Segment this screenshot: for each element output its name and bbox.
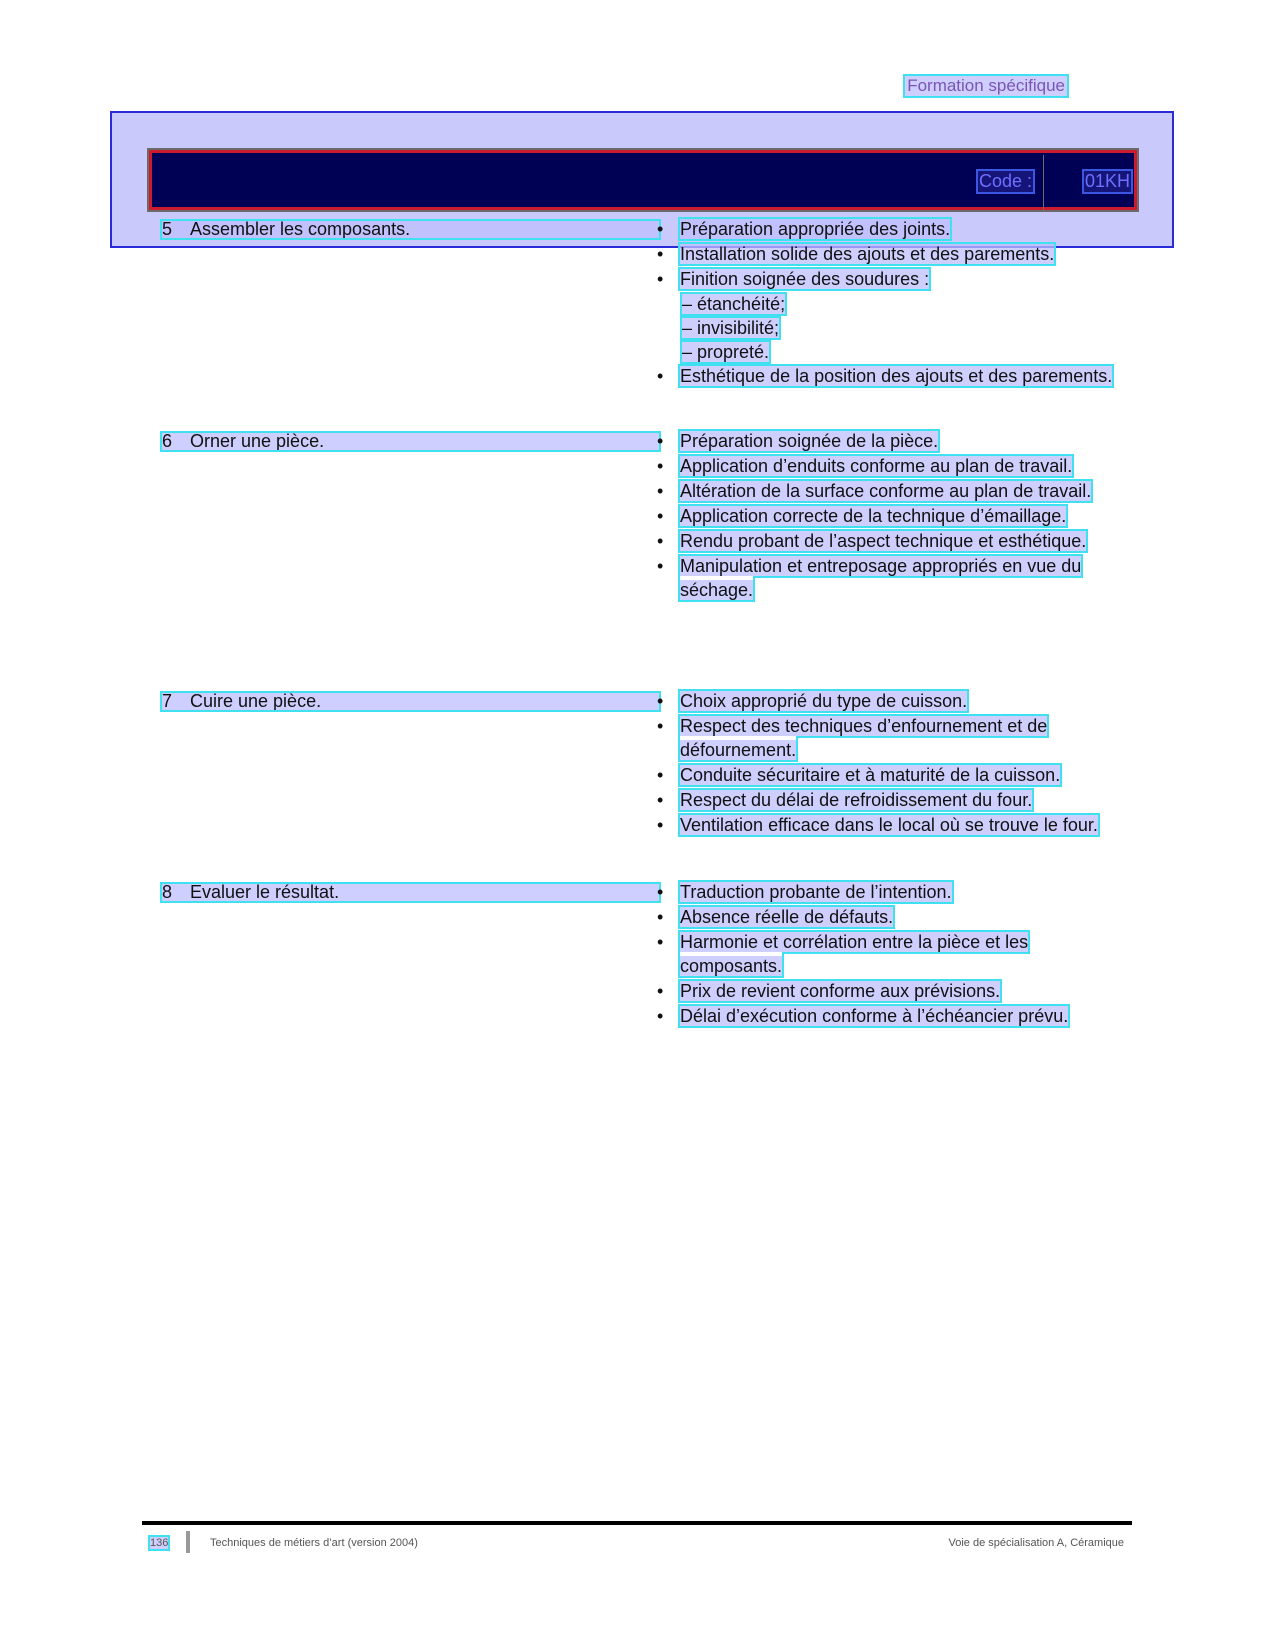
code-label: Code :: [979, 170, 1033, 191]
footer-document-title: Techniques de métiers d’art (version 2004): [210, 1537, 418, 1549]
criterion-text: Conduite sécuritaire et à maturité de la cuisson.: [680, 765, 1061, 785]
bullet-icon: •: [657, 269, 664, 289]
criterion-subitem-text: – étanchéité;: [682, 294, 786, 314]
criterion-subitem: [656, 316, 1126, 340]
step-label: [162, 433, 659, 450]
criterion-item: [656, 689, 1126, 713]
criterion-item: [656, 454, 1126, 478]
criterion-text: Application correcte de la technique d’émaillage.: [680, 506, 1067, 526]
step-number: 5: [162, 219, 173, 239]
criterion-subitem-text: – invisibilité;: [682, 318, 780, 338]
criterion-text: Traduction probante de l’intention.: [680, 882, 952, 902]
criterion-subitem-text: – propreté.: [682, 342, 770, 362]
criterion-text: Rendu probant de l’aspect technique et esthétique.: [680, 531, 1087, 551]
criterion-text: Prix de revient conforme aux prévisions.: [680, 981, 1001, 1001]
page-footer: [150, 1537, 1124, 1549]
competency-code: [978, 170, 1131, 192]
criterion-item: [656, 714, 1126, 762]
criterion-text: Ventilation efficace dans le local où se trouve le four.: [680, 815, 1098, 835]
criterion-text: Respect du délai de refroidissement du four.: [680, 790, 1033, 810]
bullet-icon: •: [657, 765, 664, 785]
bullet-icon: •: [657, 506, 664, 526]
criteria-list: [656, 217, 1126, 389]
step-number: 7: [162, 691, 173, 711]
footer-rule: [142, 1521, 1132, 1525]
step-label: [162, 884, 659, 901]
bullet-icon: •: [657, 531, 664, 551]
footer-track: Voie de spécialisation A, Céramique: [948, 1537, 1124, 1549]
bullet-icon: •: [657, 932, 664, 952]
page-number: 136: [150, 1537, 169, 1549]
criterion-subitem: [656, 340, 1126, 364]
criterion-item: [656, 364, 1126, 388]
bullet-icon: •: [657, 691, 664, 711]
bullet-icon: •: [657, 556, 664, 576]
criterion-subitem: [656, 292, 1126, 316]
criterion-item: [656, 813, 1126, 837]
bullet-icon: •: [657, 366, 664, 386]
step-number: 6: [162, 431, 173, 451]
criterion-item: [656, 504, 1126, 528]
step-number: 8: [162, 882, 173, 902]
criterion-item: [656, 1004, 1126, 1028]
step-label: [162, 221, 659, 238]
criterion-text: Absence réelle de défauts.: [680, 907, 894, 927]
step-text: Assembler les composants.: [190, 219, 411, 239]
footer-separator: [186, 1531, 190, 1553]
code-value: 01KH: [1084, 170, 1130, 191]
bullet-icon: •: [657, 431, 664, 451]
bullet-icon: •: [657, 815, 664, 835]
step-label: [162, 693, 659, 710]
bullet-icon: •: [657, 219, 664, 239]
step-text: Cuire une pièce.: [190, 691, 322, 711]
criterion-item: [656, 788, 1126, 812]
step-text: Orner une pièce.: [190, 431, 325, 451]
criterion-text: Préparation appropriée des joints.: [680, 219, 951, 239]
criteria-list: [656, 429, 1126, 603]
criterion-text: Respect des techniques d’enfournement et de défournement.: [680, 716, 1048, 760]
bullet-icon: •: [657, 907, 664, 927]
criteria-list: [656, 689, 1126, 838]
criterion-text: Choix approprié du type de cuisson.: [680, 691, 968, 711]
criterion-item: [656, 529, 1126, 553]
criterion-text: Manipulation et entreposage appropriés en vue du séchage.: [680, 556, 1082, 600]
criterion-item: [656, 267, 1126, 291]
criterion-item: [656, 930, 1126, 978]
bullet-icon: •: [657, 882, 664, 902]
criterion-item: [656, 479, 1126, 503]
bullet-icon: •: [657, 244, 664, 264]
criterion-item: [656, 429, 1126, 453]
criteria-list: [656, 880, 1126, 1029]
criterion-item: [656, 763, 1126, 787]
criterion-item: [656, 880, 1126, 904]
bullet-icon: •: [657, 1006, 664, 1026]
criterion-text: Préparation soignée de la pièce.: [680, 431, 939, 451]
bullet-icon: •: [657, 456, 664, 476]
criterion-text: Finition soignée des soudures :: [680, 269, 930, 289]
section-header: Formation spécifique: [907, 76, 1065, 95]
bullet-icon: •: [657, 790, 664, 810]
criterion-item: [656, 979, 1126, 1003]
criterion-text: Altération de la surface conforme au plan de travail.: [680, 481, 1092, 501]
step-text: Évaluer le résultat.: [190, 882, 340, 902]
criterion-text: Installation solide des ajouts et des parements.: [680, 244, 1055, 264]
criterion-item: [656, 554, 1126, 602]
criterion-item: [656, 242, 1126, 266]
bullet-icon: •: [657, 981, 664, 1001]
bullet-icon: •: [657, 716, 664, 736]
criterion-item: [656, 217, 1126, 241]
criterion-text: Délai d’exécution conforme à l’échéancier prévu.: [680, 1006, 1069, 1026]
criterion-text: Harmonie et corrélation entre la pièce et les composants.: [680, 932, 1029, 976]
bullet-icon: •: [657, 481, 664, 501]
criterion-text: Application d’enduits conforme au plan de travail.: [680, 456, 1073, 476]
criterion-item: [656, 905, 1126, 929]
criterion-text: Esthétique de la position des ajouts et des parements.: [680, 366, 1113, 386]
